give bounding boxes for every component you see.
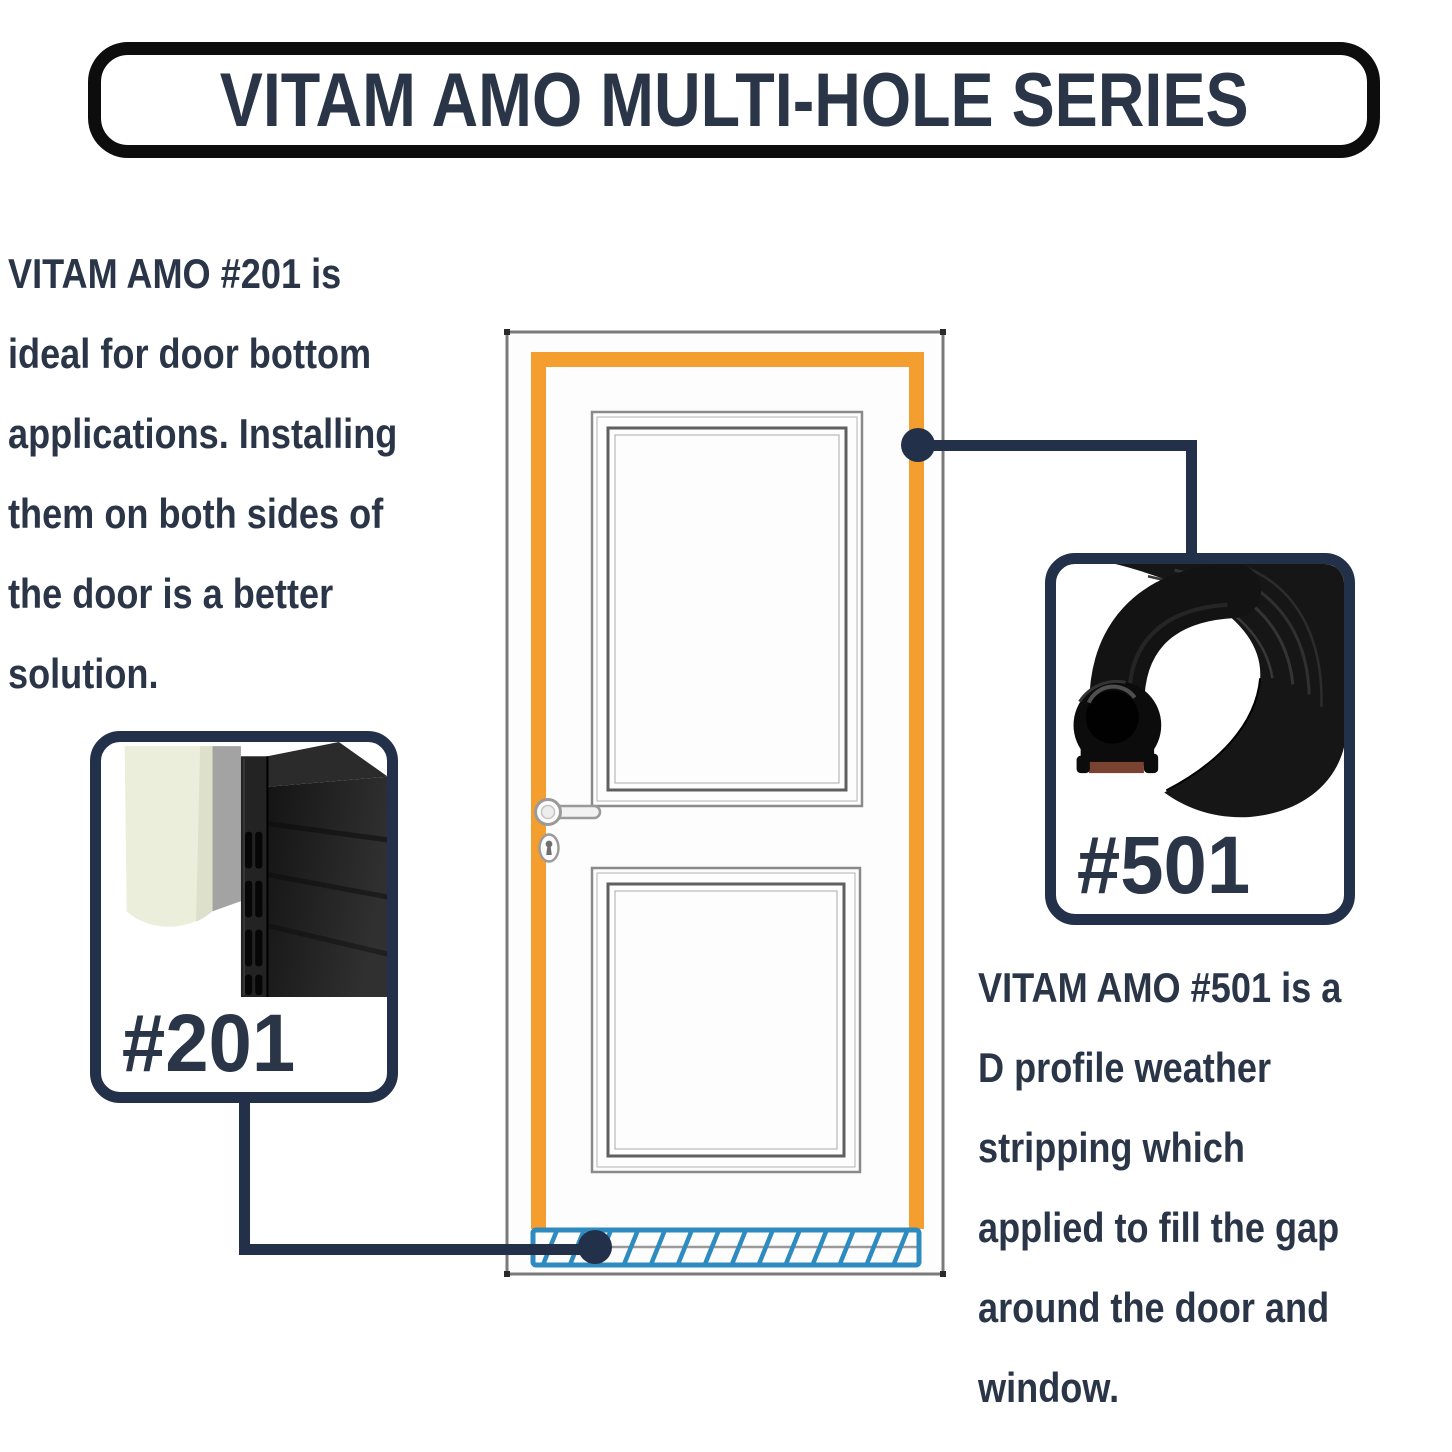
text-line: VITAM AMO #201 is xyxy=(8,250,342,297)
description-201 xyxy=(8,234,397,714)
product-label-201: #201 xyxy=(121,998,296,1089)
text-line: the door is a better xyxy=(8,570,334,617)
product-label-501: #501 xyxy=(1076,820,1251,911)
d-profile-weatherstrip-photo xyxy=(1056,564,1344,819)
keyhole-icon xyxy=(540,835,559,862)
connector-line-501-horizontal xyxy=(918,440,1197,451)
text-line: ideal for door bottom xyxy=(8,330,372,377)
connector-line-201-vertical xyxy=(239,1095,250,1255)
text-line: around the door and xyxy=(978,1284,1330,1331)
door-outline xyxy=(504,329,946,1277)
description-501 xyxy=(978,948,1341,1428)
text-line: D profile weather xyxy=(978,1044,1272,1091)
callout-dot-201 xyxy=(578,1230,612,1264)
title-banner xyxy=(88,42,1380,158)
callout-dot-501 xyxy=(901,428,935,462)
page-title: VITAM AMO MULTI-HOLE SERIES xyxy=(219,57,1249,143)
text-line: VITAM AMO #501 is a xyxy=(978,964,1342,1011)
text-line: applications. Installing xyxy=(8,410,398,457)
text-line: stripping which xyxy=(978,1124,1245,1171)
text-line: them on both sides of xyxy=(8,490,384,537)
connector-line-501-vertical xyxy=(1186,440,1197,558)
door-bottom-seal-photo xyxy=(101,742,387,997)
door-illustration xyxy=(440,320,960,1300)
text-line: applied to fill the gap xyxy=(978,1204,1340,1251)
product-card-501 xyxy=(1045,553,1355,925)
text-line: window. xyxy=(978,1364,1120,1411)
connector-line-201-horizontal xyxy=(239,1244,595,1255)
text-line: solution. xyxy=(8,650,159,697)
product-card-201 xyxy=(90,731,398,1103)
